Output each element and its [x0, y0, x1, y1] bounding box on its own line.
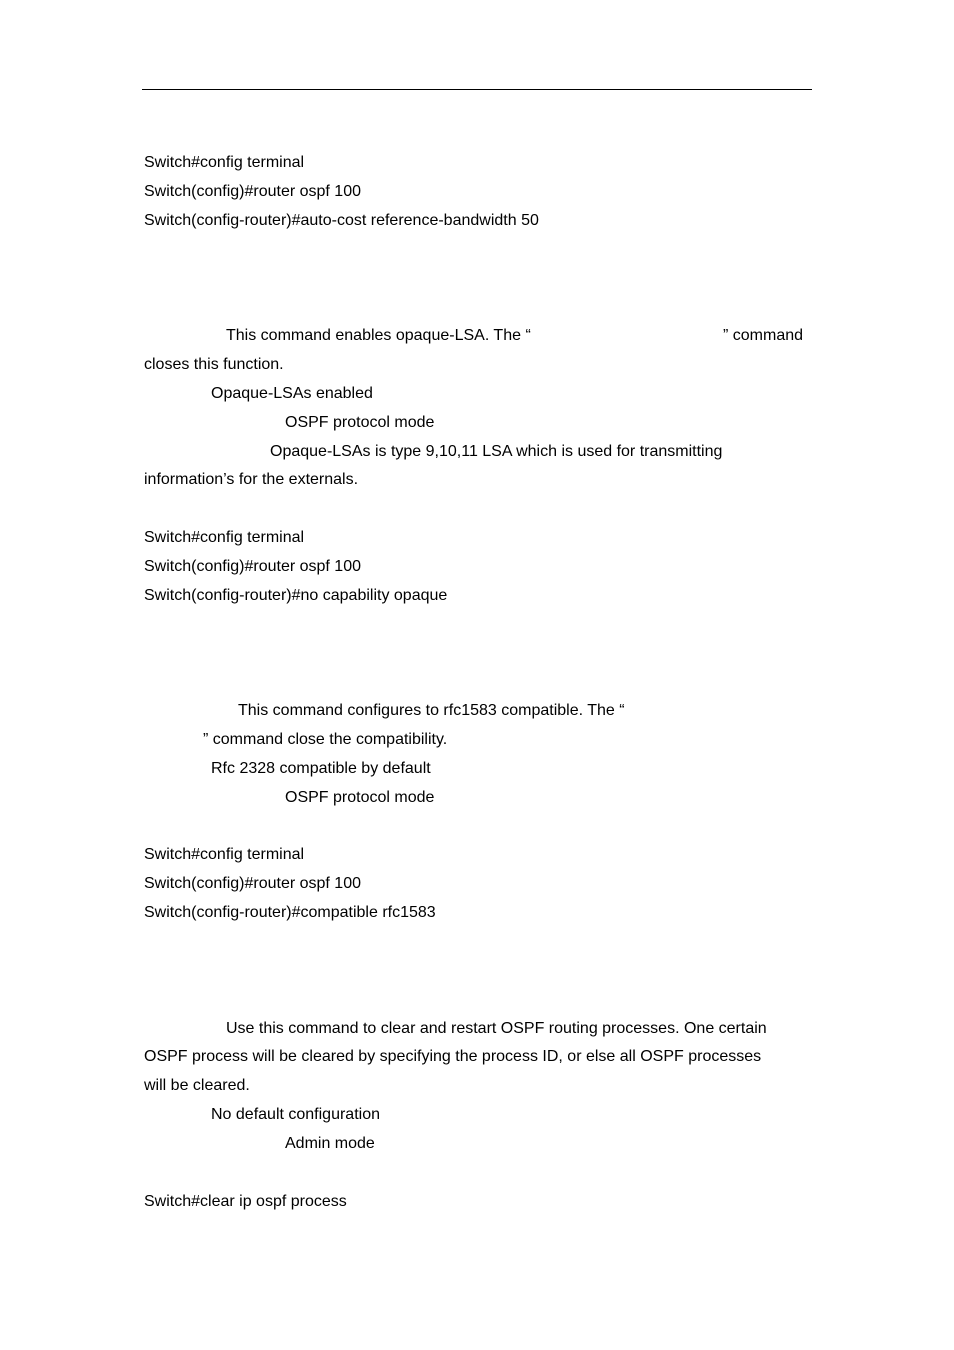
command-mode-text: OSPF protocol mode	[285, 789, 435, 806]
usage-guide-text: Opaque-LSAs is type 9,10,11 LSA which is used for transmitting	[270, 443, 723, 460]
default-text: No default configuration	[211, 1106, 380, 1123]
example-line: Switch(config)#router ospf 100	[144, 183, 361, 200]
example-line: Switch(config)#router ospf 100	[144, 558, 361, 575]
example-line: Switch(config-router)#auto-cost reference-bandwidth 50	[144, 212, 539, 229]
function-text: OSPF process will be cleared by specifying the process ID, or else all OSPF processes	[144, 1048, 762, 1065]
function-text: This command configures to rfc1583 compatible. The “	[238, 702, 625, 719]
command-mode-text: Admin mode	[285, 1135, 375, 1152]
command-mode-text: OSPF protocol mode	[285, 414, 435, 431]
usage-guide-text: information’s for the externals.	[144, 471, 359, 488]
example-line: Switch#clear ip ospf process	[144, 1193, 347, 1210]
example-line: Switch(config)#router ospf 100	[144, 875, 361, 892]
function-text: will be cleared.	[144, 1077, 250, 1094]
function-text: closes this function.	[144, 356, 284, 373]
default-text: Opaque-LSAs enabled	[211, 385, 373, 402]
example-line: Switch#config terminal	[144, 154, 305, 171]
function-text: Use this command to clear and restart OSPF routing processes. One certain	[226, 1020, 767, 1037]
example-line: Switch(config-router)#no capability opaque	[144, 587, 448, 604]
example-line: Switch#config terminal	[144, 529, 305, 546]
default-text: Rfc 2328 compatible by default	[211, 760, 431, 777]
function-text-cont: ” command close the compatibility.	[203, 731, 448, 748]
function-text-cont: ” command	[723, 327, 804, 344]
example-line: Switch(config-router)#compatible rfc1583	[144, 904, 436, 921]
function-text: This command enables opaque-LSA. The “	[226, 327, 531, 344]
example-line: Switch#config terminal	[144, 846, 305, 863]
header-rule	[142, 89, 812, 90]
